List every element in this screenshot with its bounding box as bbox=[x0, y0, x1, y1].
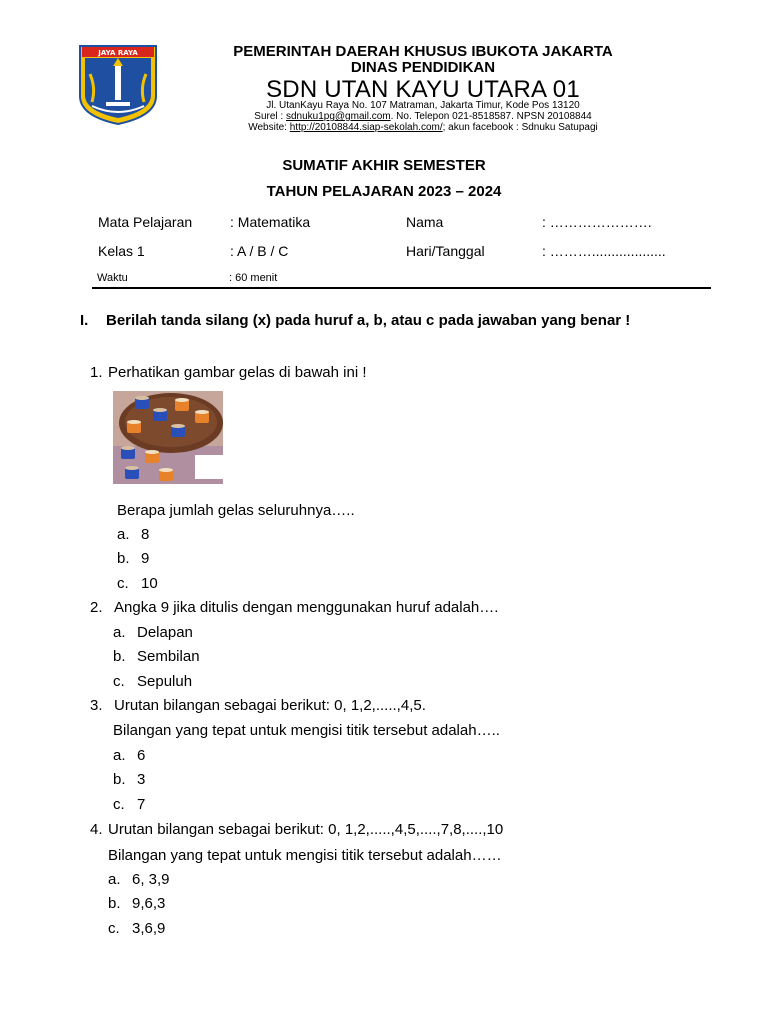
question-4-sub: Bilangan yang tepat untuk mengisi titik tersebut adalah…… bbox=[108, 847, 502, 864]
question-1-sub: Berapa jumlah gelas seluruhnya….. bbox=[117, 502, 355, 519]
question-2-number: 2. bbox=[90, 599, 103, 616]
section-number: I. bbox=[80, 312, 89, 329]
q3-option-b-letter: b. bbox=[113, 771, 126, 788]
q4-option-c-text: 3,6,9 bbox=[132, 920, 166, 937]
q2-option-b-letter: b. bbox=[113, 648, 126, 665]
question-3-sub: Bilangan yang tepat untuk mengisi titik tersebut adalah….. bbox=[113, 722, 500, 739]
exam-year: TAHUN PELAJARAN 2023 – 2024 bbox=[266, 183, 502, 200]
website-link[interactable]: http://20108844.siap-sekolah.com/ bbox=[289, 122, 443, 133]
q1-option-a-letter: a. bbox=[117, 526, 130, 543]
question-3-text: Urutan bilangan sebagai berikut: 0, 1,2,.....,4,5. bbox=[114, 697, 426, 714]
day-value: : ………................... bbox=[542, 243, 666, 259]
q2-option-a-text: Delapan bbox=[137, 624, 193, 641]
q1-option-a-text: 8 bbox=[141, 526, 150, 543]
school-address: Jl. UtanKayu Raya No. 107 Matraman, Jakarta Timur, Kode Pos 13120 bbox=[266, 100, 580, 111]
exam-title: SUMATIF AKHIR SEMESTER bbox=[282, 157, 486, 174]
question-2-text: Angka 9 jika ditulis dengan menggunakan huruf adalah…. bbox=[114, 599, 499, 616]
school-website bbox=[178, 122, 668, 133]
question-4-number: 4. bbox=[90, 821, 103, 838]
school-name: SDN UTAN KAYU UTARA 01 bbox=[266, 76, 580, 103]
name-value: : …………………. bbox=[542, 214, 652, 230]
q2-option-c-text: Sepuluh bbox=[137, 673, 193, 690]
q2-option-b-text: Sembilan bbox=[137, 648, 200, 665]
class-value: : A / B / C bbox=[230, 243, 289, 259]
q4-option-a-text: 6, 3,9 bbox=[132, 871, 170, 888]
q3-option-a-text: 6 bbox=[137, 747, 146, 764]
question-3-number: 3. bbox=[90, 697, 103, 714]
q4-option-c-letter: c. bbox=[108, 920, 120, 937]
question-1-number: 1. bbox=[90, 364, 103, 381]
school-logo bbox=[78, 44, 158, 126]
logo-motto: JAYA RAYA bbox=[98, 49, 138, 57]
section-text: Berilah tanda silang (x) pada huruf a, b, atau c pada jawaban yang benar ! bbox=[106, 312, 631, 329]
q3-option-c-letter: c. bbox=[113, 796, 125, 813]
header-rule bbox=[92, 287, 711, 289]
dept-name: DINAS PENDIDIKAN bbox=[350, 59, 496, 76]
time-label: Waktu bbox=[97, 272, 128, 284]
web-prefix: Website: bbox=[248, 122, 290, 133]
mail-suffix: . No. Telepon 021-8518587. NPSN 20108844 bbox=[390, 111, 592, 122]
gov-name: PEMERINTAH DAERAH KHUSUS IBUKOTA JAKARTA bbox=[233, 43, 613, 60]
name-label: Nama bbox=[406, 214, 444, 230]
day-label: Hari/Tanggal bbox=[406, 243, 485, 259]
web-suffix: ; akun facebook : Sdnuku Satupagi bbox=[442, 122, 598, 133]
q3-option-b-text: 3 bbox=[137, 771, 146, 788]
class-label: Kelas 1 bbox=[98, 243, 145, 259]
q1-option-c-letter: c. bbox=[117, 575, 129, 592]
q3-option-c-text: 7 bbox=[137, 796, 146, 813]
school-contact bbox=[178, 111, 668, 122]
q4-option-a-letter: a. bbox=[108, 871, 121, 888]
q3-option-a-letter: a. bbox=[113, 747, 126, 764]
q4-option-b-text: 9,6,3 bbox=[132, 895, 166, 912]
cups-on-tray-image bbox=[113, 391, 223, 484]
q2-option-c-letter: c. bbox=[113, 673, 125, 690]
question-1-text: Perhatikan gambar gelas di bawah ini ! bbox=[108, 364, 367, 381]
q4-option-b-letter: b. bbox=[108, 895, 121, 912]
q2-option-a-letter: a. bbox=[113, 624, 126, 641]
time-value: : 60 menit bbox=[229, 272, 278, 284]
email-link[interactable]: sdnuku1pg@gmail.com bbox=[285, 111, 391, 122]
mail-prefix: Surel : bbox=[254, 111, 286, 122]
q1-option-b-letter: b. bbox=[117, 550, 130, 567]
subject-value: : Matematika bbox=[230, 214, 311, 230]
q1-option-b-text: 9 bbox=[141, 550, 150, 567]
subject-label: Mata Pelajaran bbox=[98, 214, 193, 230]
q1-option-c-text: 10 bbox=[141, 575, 158, 592]
question-4-text: Urutan bilangan sebagai berikut: 0, 1,2,.....,4,5,....,7,8,....,10 bbox=[108, 821, 504, 838]
